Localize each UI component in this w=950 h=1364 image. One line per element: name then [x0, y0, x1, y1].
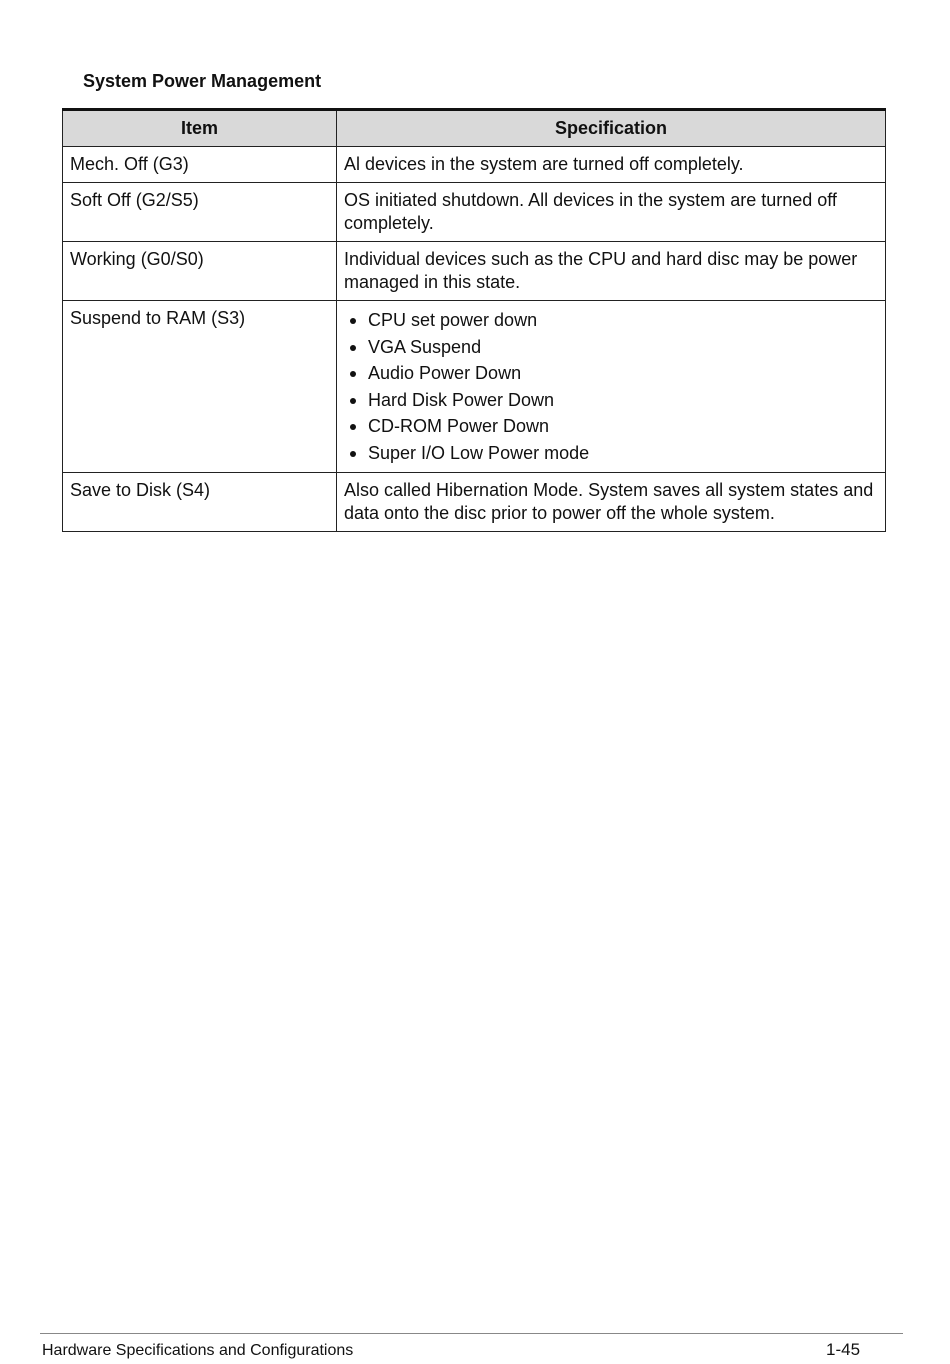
list-item: Hard Disk Power Down [344, 387, 878, 414]
item-cell: Suspend to RAM (S3) [63, 301, 337, 473]
footer-chapter-title: Hardware Specifications and Configurations [42, 1342, 354, 1359]
list-item: CD-ROM Power Down [344, 413, 878, 440]
table-header-row [63, 110, 886, 147]
spec-cell: Also called Hibernation Mode. System saves all system states and data onto the disc prior to power off the whole system. [337, 473, 886, 532]
footer-divider [40, 1333, 903, 1334]
page-number: 1-45 [826, 1340, 861, 1359]
power-management-table [62, 108, 886, 532]
item-cell: Soft Off (G2/S5) [63, 183, 337, 242]
item-cell: Save to Disk (S4) [63, 473, 337, 532]
table-row [63, 147, 886, 183]
spec-cell: Individual devices such as the CPU and hard disc may be power managed in this state. [337, 242, 886, 301]
item-cell: Working (G0/S0) [63, 242, 337, 301]
section-title: System Power Management [83, 71, 322, 91]
table-row [63, 183, 886, 242]
table-row [63, 301, 886, 473]
column-header-specification: Specification [337, 110, 886, 147]
table-row [63, 242, 886, 301]
list-item: Audio Power Down [344, 360, 878, 387]
spec-cell: Al devices in the system are turned off completely. [337, 147, 886, 183]
table-row [63, 473, 886, 532]
list-item: Super I/O Low Power mode [344, 440, 878, 467]
column-header-item: Item [63, 110, 337, 147]
spec-bullet-list [344, 307, 878, 466]
list-item: VGA Suspend [344, 334, 878, 361]
item-cell: Mech. Off (G3) [63, 147, 337, 183]
spec-cell [337, 301, 886, 473]
list-item: CPU set power down [344, 307, 878, 334]
spec-cell: OS initiated shutdown. All devices in the system are turned off completely. [337, 183, 886, 242]
